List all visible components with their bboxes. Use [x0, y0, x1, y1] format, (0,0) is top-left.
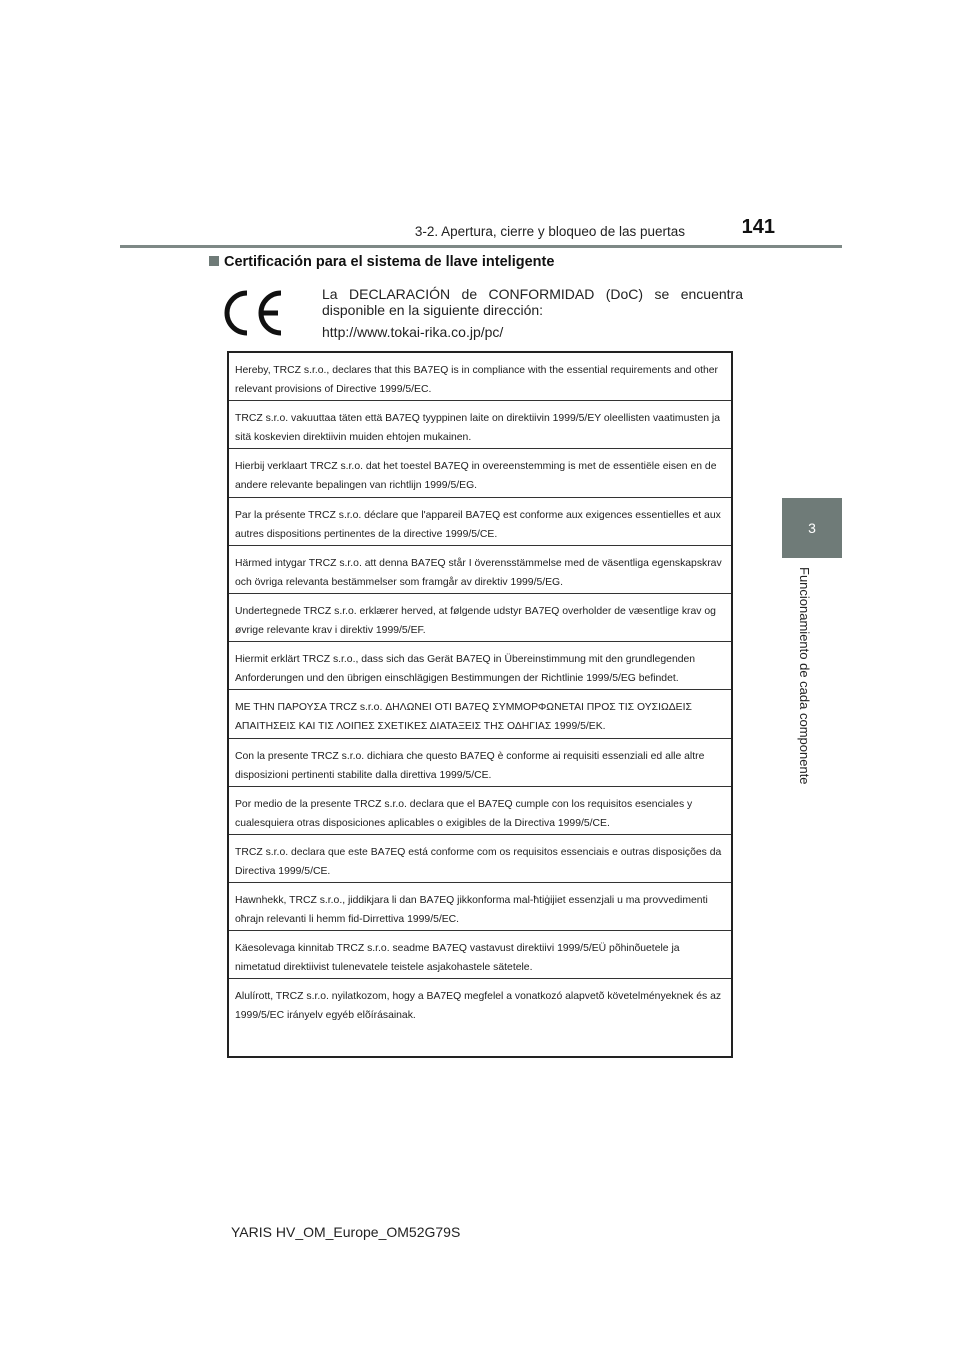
chapter-tab [782, 498, 842, 558]
declaration-fi: TRCZ s.r.o. vakuuttaa täten että BA7EQ tyyppinen laite on direktiivin 1999/5/EY oleellisten vaatimusten ja sitä koskevien direktiivin muiden ehtojen mukainen. [229, 401, 731, 449]
declaration-fr: Par la présente TRCZ s.r.o. déclare que l'appareil BA7EQ est conforme aux exigences essentielles et aux autres dispositions pertinentes de la directive 1999/5/CE. [229, 498, 731, 546]
section-heading [209, 254, 554, 270]
doc-notice-url: http://www.tokai-rika.co.jp/pc/ [322, 324, 504, 340]
ce-mark-icon [222, 288, 286, 338]
declaration-es: Por medio de la presente TRCZ s.r.o. declara que el BA7EQ cumple con los requisitos esenciales y cualesquiera otras disposiciones aplicables o exigibles de la Directiva 1999/5/CE. [229, 787, 731, 835]
declaration-de: Hiermit erklärt TRCZ s.r.o., dass sich das Gerät BA7EQ in Übereinstimmung mit den grundlegenden Anforderungen und den übrigen einschlägigen Bestimmungen der Richtlinie 1999/5/EG befindet. [229, 642, 731, 690]
declaration-hu: Alulírott, TRCZ s.r.o. nyilatkozom, hogy a BA7EQ megfelel a vonatkozó alapvetõ követelményeknek és az 1999/5/EC irányelv egyéb elõírásainak. [235, 991, 722, 1022]
document-footer: YARIS HV_OM_Europe_OM52G79S [231, 1224, 461, 1240]
doc-notice-text: La DECLARACIÓN de CONFORMIDAD (DoC) se encuentra disponible en la siguiente dirección: [322, 286, 743, 318]
page-number: 141 [741, 216, 775, 238]
declaration-sv: Härmed intygar TRCZ s.r.o. att denna BA7EQ står I överensstämmelse med de väsentliga egenskapskrav och övriga relevanta bestämmelser som framgår av direktiv 1999/5/EG. [229, 546, 731, 594]
declaration-et: Käesolevaga kinnitab TRCZ s.r.o. seadme BA7EQ vastavust direktiivi 1999/5/EÜ põhinõuetele ja nimetatud direktiivist tulenevatele teistele asjakohastele sätetele. [229, 931, 731, 979]
declaration-nl: Hierbij verklaart TRCZ s.r.o. dat het toestel BA7EQ in overeenstemming is met de essentiële eisen en de andere relevante bepalingen van richtlijn 1999/5/EG. [229, 449, 731, 497]
header-section-title: 3-2. Apertura, cierre y bloqueo de las puertas [414, 224, 685, 239]
square-bullet-icon [209, 256, 219, 266]
doc-notice [322, 286, 743, 340]
header-divider [120, 245, 842, 248]
declaration-pt: TRCZ s.r.o. declara que este BA7EQ está conforme com os requisitos essenciais e outras disposições da Directiva 1999/5/CE. [229, 835, 731, 883]
chapter-tab-label: Funcionamiento de cada componente [797, 567, 812, 785]
declaration-en: Hereby, TRCZ s.r.o., declares that this BA7EQ is in compliance with the essential requirements and other relevant provisions of Directive 1999/5/EC. [229, 353, 731, 401]
declaration-mt: Hawnhekk, TRCZ s.r.o., jiddikjara li dan BA7EQ jikkonforma mal-ħtiġijiet essenzjali u ma provvedimenti oħrajn relevanti li hemm fid-Dirrettiva 1999/5/EC. [229, 883, 731, 931]
declaration-da: Undertegnede TRCZ s.r.o. erklærer herved, at følgende udstyr BA7EQ overholder de væsentlige krav og øvrige relevante krav i direktiv 1999/5/EF. [229, 594, 731, 642]
chapter-tab-number: 3 [808, 520, 816, 536]
declaration-el: ΜΕ ΤΗΝ ΠΑΡΟΥΣΑ TRCZ s.r.o. ΔΗΛΩΝΕΙ ΟΤΙ BA7EQ ΣΥΜΜΟΡΦΩΝΕΤΑΙ ΠΡΟΣ ΤΙΣ ΟΥΣΙΩΔΕΙΣ ΑΠΑΙΤΗΣΕΙΣ ΚΑΙ ΤΙΣ ΛΟΙΠΕΣ ΣΧΕΤΙΚΕΣ ΔΙΑΤΑΞΕΙΣ ΤΗΣ ΟΔΗΓΙΑΣ 1999/5/ΕΚ. [229, 690, 731, 738]
declaration-table [227, 351, 733, 1058]
section-heading-text: Certificación para el sistema de llave inteligente [224, 254, 555, 270]
declaration-it: Con la presente TRCZ s.r.o. dichiara che questo BA7EQ è conforme ai requisiti essenziali ed alle altre disposizioni pertinenti stabilite dalla direttiva 1999/5/CE. [229, 739, 731, 787]
